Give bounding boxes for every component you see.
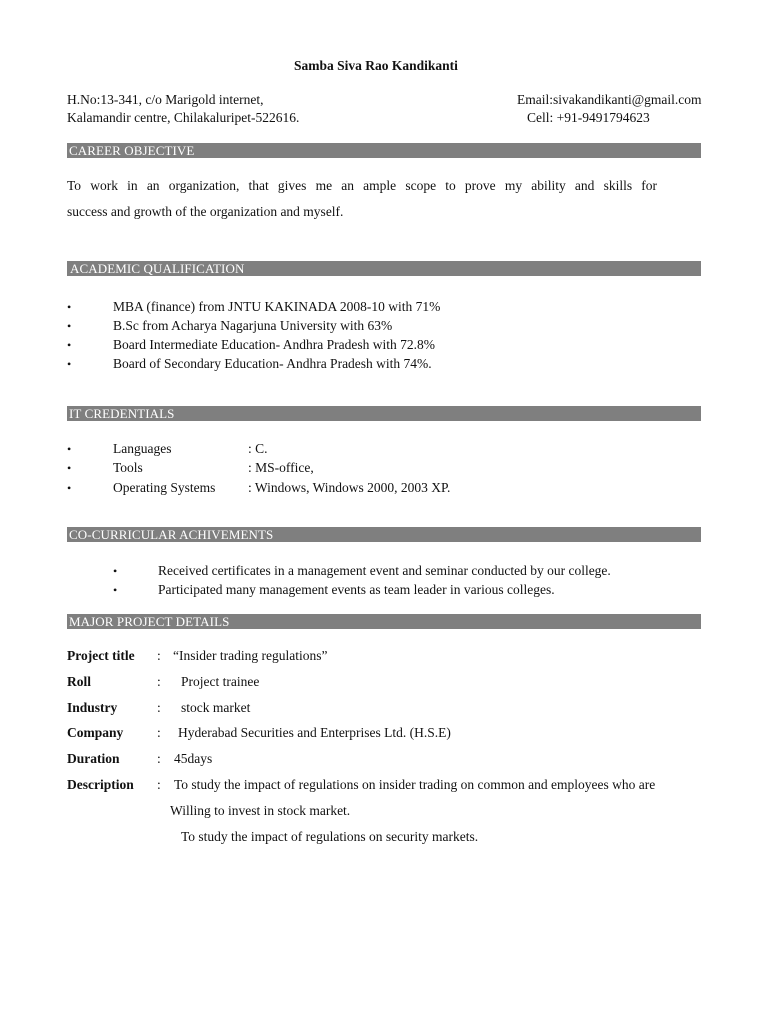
bullet-icon: •: [67, 461, 72, 475]
address-line-2: Kalamandir centre, Chilakaluripet-522616.: [67, 110, 300, 125]
bullet-icon: •: [67, 357, 72, 371]
it-label-languages: Languages: [113, 441, 172, 456]
project-label-description: Description: [67, 777, 134, 792]
bullet-icon: •: [113, 564, 118, 578]
academic-item-2: B.Sc from Acharya Nagarjuna University with 63%: [113, 318, 393, 333]
project-label-industry: Industry: [67, 700, 118, 715]
it-credentials-heading: IT CREDENTIALS: [67, 406, 701, 421]
academic-item-1: MBA (finance) from JNTU KAKINADA 2008-10 with 71%: [113, 299, 441, 314]
it-value-os: : Windows, Windows 2000, 2003 XP.: [248, 480, 451, 495]
project-colon: :: [157, 700, 161, 715]
project-colon: :: [157, 725, 161, 740]
project-value-description: To study the impact of regulations on insider trading on common and employees who are: [174, 777, 656, 792]
it-label-os: Operating Systems: [113, 480, 216, 495]
academic-item-3: Board Intermediate Education- Andhra Pradesh with 72.8%: [113, 337, 436, 352]
bullet-icon: •: [113, 583, 118, 597]
project-value-roll: Project trainee: [181, 674, 260, 689]
project-label-company: Company: [67, 725, 124, 740]
project-value-industry: stock market: [181, 700, 251, 715]
cell-text: Cell: +91-9491794623: [527, 110, 650, 125]
bullet-icon: •: [67, 481, 72, 495]
project-colon: :: [157, 777, 161, 792]
project-colon: :: [157, 648, 161, 663]
bullet-icon: •: [67, 319, 72, 333]
co-curricular-heading: CO-CURRICULAR ACHIVEMENTS: [67, 527, 701, 542]
project-value-duration: 45days: [174, 751, 213, 766]
project-heading: MAJOR PROJECT DETAILS: [67, 614, 701, 629]
address-line-1: H.No:13-341, c/o Marigold internet,: [67, 92, 264, 107]
project-colon: :: [157, 751, 161, 766]
academic-heading: ACADEMIC QUALIFICATION: [67, 261, 701, 276]
candidate-name: Samba Siva Rao Kandikanti: [294, 58, 458, 73]
project-colon: :: [157, 674, 161, 689]
co-curricular-item-2: Participated many management events as team leader in various colleges.: [158, 582, 555, 597]
project-label-title: Project title: [67, 648, 135, 663]
bullet-icon: •: [67, 442, 72, 456]
career-objective-line-2: success and growth of the organization and myself.: [67, 204, 344, 219]
it-value-languages: : C.: [248, 441, 268, 456]
career-objective-heading: CAREER OBJECTIVE: [67, 143, 701, 158]
project-description-line-3: To study the impact of regulations on security markets.: [181, 829, 479, 844]
bullet-icon: •: [67, 300, 72, 314]
email-text: Email:sivakandikanti@gmail.com: [517, 92, 702, 107]
it-label-tools: Tools: [113, 460, 143, 475]
academic-item-4: Board of Secondary Education- Andhra Pradesh with 74%.: [113, 356, 432, 371]
project-label-duration: Duration: [67, 751, 120, 766]
career-objective-line-1: To work in an organization, that gives me an ample scope to prove my ability and skills for: [67, 178, 657, 193]
it-value-tools: : MS-office,: [248, 460, 314, 475]
project-description-line-2: Willing to invest in stock market.: [170, 803, 351, 818]
co-curricular-item-1: Received certificates in a management event and seminar conducted by our college.: [158, 563, 611, 578]
project-value-company: Hyderabad Securities and Enterprises Ltd. (H.S.E): [178, 725, 451, 740]
project-value-title: “Insider trading regulations”: [173, 648, 328, 663]
project-label-roll: Roll: [67, 674, 92, 689]
bullet-icon: •: [67, 338, 72, 352]
